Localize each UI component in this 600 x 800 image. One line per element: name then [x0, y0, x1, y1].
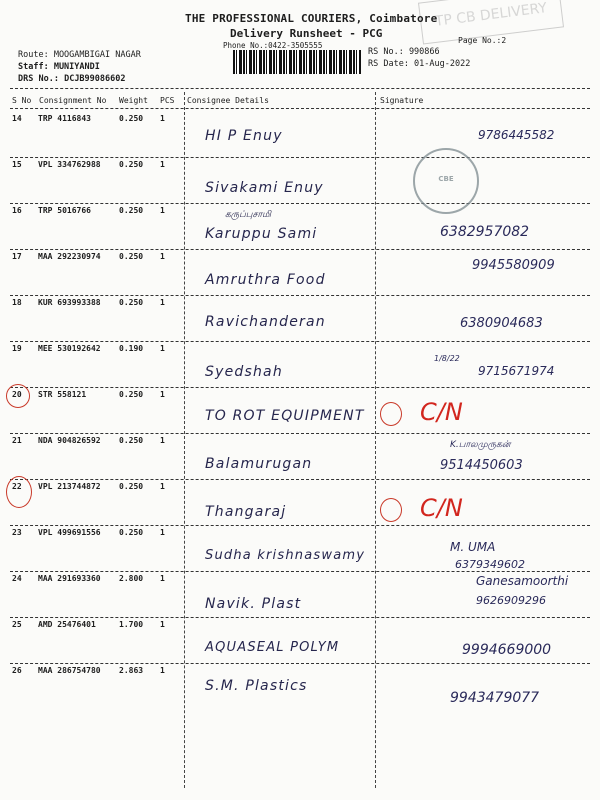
row-sno: 14 — [12, 114, 22, 123]
row-pcs: 1 — [160, 160, 165, 169]
header-divider-top — [10, 88, 590, 89]
row-weight: 0.250 — [119, 482, 144, 491]
row-weight: 0.250 — [119, 206, 144, 215]
row-pcs: 1 — [160, 482, 165, 491]
row-weight: 0.250 — [119, 114, 144, 123]
row-consignee: Navik. Plast — [205, 596, 302, 612]
row-signature: 6382957082 — [440, 224, 530, 240]
rs-date: RS Date: 01-Aug-2022 — [368, 59, 471, 69]
seal-label: CBE — [438, 175, 454, 183]
row-signature-date: 1/8/22 — [434, 354, 460, 363]
col-pcs: PCS — [160, 96, 175, 105]
row-signature-name: M. UMA — [450, 540, 496, 554]
row-sno: 19 — [12, 344, 22, 353]
col-consignee: Consignee Details — [187, 96, 269, 105]
col-sno: S No — [12, 96, 32, 105]
row-pcs: 1 — [160, 436, 165, 445]
row-pcs: 1 — [160, 344, 165, 353]
row-signature: 9514450603 — [440, 458, 523, 473]
drs-value: DCJB99086602 — [64, 74, 126, 84]
red-circle-mark — [380, 498, 402, 522]
row-weight: 1.700 — [119, 620, 144, 629]
row-weight: 2.863 — [119, 666, 144, 675]
row-consignee: TO ROT EQUIPMENT — [205, 408, 365, 424]
row-consignment: KUR 693993388 — [38, 298, 101, 307]
row-consignment: TRP 5016766 — [38, 206, 91, 215]
row-signature-name: Ganesamoorthi — [476, 574, 569, 588]
drs-label: DRS No.: — [18, 74, 59, 84]
row-sno: 21 — [12, 436, 22, 445]
company-round-seal — [413, 148, 479, 214]
row-sno: 23 — [12, 528, 22, 537]
row-consignee: Amruthra Food — [205, 272, 326, 288]
row-signature: 6379349602 — [455, 558, 525, 571]
row-consignment: VPL 334762988 — [38, 160, 101, 169]
row-sno: 15 — [12, 160, 22, 169]
row-signature: 9994669000 — [462, 642, 552, 658]
company-title: THE PROFESSIONAL COURIERS, Coimbatore — [185, 12, 438, 25]
row-consignment: TRP 4116843 — [38, 114, 91, 123]
row-signature: C/N — [420, 494, 463, 522]
row-pcs: 1 — [160, 114, 165, 123]
row-sno: 26 — [12, 666, 22, 675]
row-consignment: MAA 291693360 — [38, 574, 101, 583]
row-weight: 0.250 — [119, 390, 144, 399]
row-signature: 9715671974 — [478, 364, 555, 378]
row-consignee: Ravichanderan — [205, 314, 326, 330]
row-signature: 6380904683 — [460, 316, 543, 331]
row-consignee: AQUASEAL POLYM — [205, 640, 340, 655]
row-weight: 0.250 — [119, 252, 144, 261]
route: Route: MOOGAMBIGAI NAGAR — [18, 50, 141, 60]
red-circle-mark — [380, 402, 402, 426]
row-consignee-tamil: கருப்புசாமி — [225, 210, 272, 220]
row-consignment: VPL 499691556 — [38, 528, 101, 537]
row-sno: 24 — [12, 574, 22, 583]
row-consignment: MAA 292230974 — [38, 252, 101, 261]
row-weight: 0.250 — [119, 528, 144, 537]
row-consignee: Balamurugan — [205, 456, 313, 472]
table-row — [0, 478, 600, 526]
table-row — [0, 248, 600, 296]
col-consignment: Consignment No — [39, 96, 107, 105]
table-row — [0, 340, 600, 388]
drs-number — [18, 74, 126, 84]
row-pcs: 1 — [160, 390, 165, 399]
red-circle-sno — [6, 476, 32, 508]
row-consignee: HI P Enuy — [205, 128, 283, 144]
row-consignment: NDA 904826592 — [38, 436, 101, 445]
row-pcs: 1 — [160, 252, 165, 261]
row-pcs: 1 — [160, 574, 165, 583]
header-divider-bottom — [10, 108, 590, 109]
row-pcs: 1 — [160, 666, 165, 675]
runsheet-subtitle: Delivery Runsheet - PCG — [230, 27, 383, 40]
row-sno: 22 — [12, 482, 22, 491]
row-consignment: STR 558121 — [38, 390, 87, 399]
row-signature: 9943479077 — [450, 690, 540, 706]
row-signature: 9786445582 — [478, 128, 555, 142]
row-consignment: AMD 25476401 — [38, 620, 96, 629]
row-pcs: 1 — [160, 298, 165, 307]
row-weight: 0.250 — [119, 436, 144, 445]
row-consignment: VPL 213744872 — [38, 482, 101, 491]
table-row — [0, 294, 600, 342]
table-row — [0, 386, 600, 434]
row-consignee: Syedshah — [205, 364, 283, 380]
table-row — [0, 202, 600, 250]
row-pcs: 1 — [160, 528, 165, 537]
rs-number: RS No.: 990866 — [368, 47, 440, 57]
row-signature: 9626909296 — [476, 594, 546, 607]
row-consignee: S.M. Plastics — [205, 678, 308, 694]
row-consignee: Sivakami Enuy — [205, 180, 324, 196]
phone-number: Phone No.:0422-3505555 — [223, 41, 323, 50]
table-row — [0, 432, 600, 480]
row-weight: 0.250 — [119, 298, 144, 307]
row-sno: 17 — [12, 252, 22, 261]
col-weight: Weight — [119, 96, 148, 105]
row-consignee: Sudha krishnaswamy — [205, 548, 366, 563]
row-sno: 20 — [12, 390, 22, 399]
barcode — [233, 50, 361, 74]
row-sno: 25 — [12, 620, 22, 629]
faded-stamp: TP CB DELIVERY — [418, 0, 564, 44]
col-signature: Signature — [380, 96, 424, 105]
row-sno: 18 — [12, 298, 22, 307]
red-circle-sno — [6, 384, 30, 408]
row-signature: 9945580909 — [472, 258, 555, 273]
table-row — [0, 662, 600, 710]
page-number: Page No.:2 — [458, 36, 507, 45]
table-row — [0, 110, 600, 158]
row-consignee: Karuppu Sami — [205, 226, 318, 242]
row-pcs: 1 — [160, 620, 165, 629]
row-sno: 16 — [12, 206, 22, 215]
row-consignment: MEE 530192642 — [38, 344, 101, 353]
row-consignee: Thangaraj — [205, 504, 287, 520]
table-row — [0, 616, 600, 664]
table-row — [0, 524, 600, 572]
row-weight: 0.190 — [119, 344, 144, 353]
row-weight: 0.250 — [119, 160, 144, 169]
table-row — [0, 156, 600, 204]
row-signature: C/N — [420, 398, 463, 426]
staff: Staff: MUNIYANDI — [18, 62, 100, 72]
row-consignment: MAA 286754780 — [38, 666, 101, 675]
row-pcs: 1 — [160, 206, 165, 215]
row-signature-name: K.பாலமுருகன் — [450, 440, 511, 450]
row-weight: 2.800 — [119, 574, 144, 583]
table-row — [0, 570, 600, 618]
